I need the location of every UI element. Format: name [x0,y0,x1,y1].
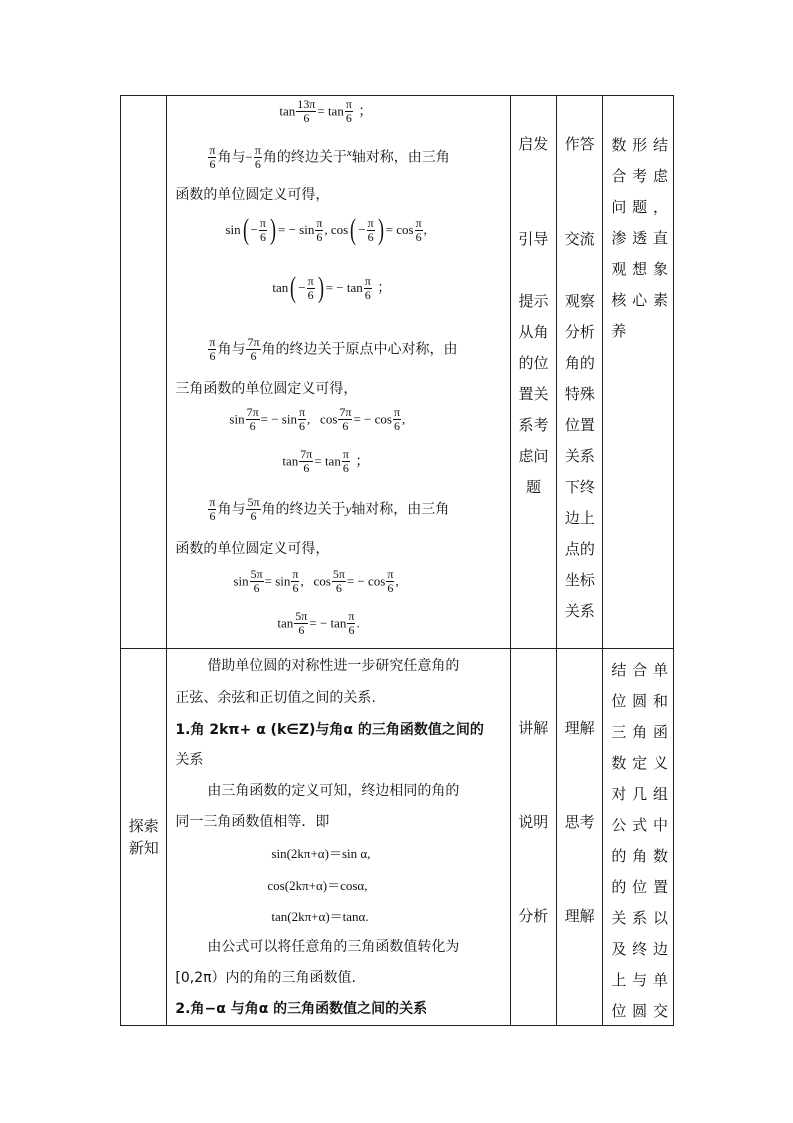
text-line: 函数的单位圆定义可得， [175,187,330,203]
text-line: [0,2π）内的角的三角函数值. [175,970,357,986]
stage-cell-empty [121,96,167,649]
design-intent-cell [603,649,674,1026]
formula-sin-cos-5pi: sin $\frac{5\pi}{6}$ = sin $\frac{\pi}{6}$ , cos $\frac{5\pi}{6}$ = − cos $\frac{\pi}{6}$ , [233,567,399,595]
text-line: 由三角函数的定义可知，终边相同的角的 [207,783,460,799]
teacher-activity-cell [510,96,556,649]
formula-sin-cos-neg: sin( − $\frac{\pi}{6}$ ) = − sin $\frac{\pi}{6}$ , cos( − $\frac{\pi}{6}$ ) = cos $\frac{\pi}{6}$ , [225,213,427,246]
text-line: 函数的单位圆定义可得， [175,541,330,557]
content-cell [167,96,510,649]
text-line: 借助单位圆的对称性进一步研究任意角的 [207,658,460,674]
formula-tan-neg: tan( − $\frac{\pi}{6}$ ) = − tan $\frac{\pi}{6}$ ； [272,271,392,304]
teacher-activity: 讲解 [518,719,549,737]
formula: cos(2kπ+α)＝cosα, [267,878,368,893]
formula-tan-13pi: tan $\frac{13\pi}{6}$ = tan $\frac{\pi}{6}$ ； [279,97,373,125]
teacher-activity: 提示从角的位置关系考虑问题 [518,292,549,496]
text-line: 正弦、余弦和正切值之间的关系. [175,690,376,706]
text-line: $\frac{\pi}{6}$ 角与 $\frac{7\pi}{6}$ 角的终边关于原点中心对称，由 [209,335,458,363]
formula: sin(2kπ+α)＝sin α, [271,846,371,861]
formula-sin-cos-7pi: sin $\frac{7\pi}{6}$ = − sin $\frac{\pi}{6}$ , cos $\frac{7\pi}{6}$ = − cos $\frac{\pi}{6}$ , [229,405,406,433]
text-line: $\frac{\pi}{6}$ 角与− $\frac{\pi}{6}$ 角的终边关于$^x$轴对称，由三角 [209,143,450,171]
student-activity: 观察分析角的特殊位置关系下终边上点的坐标关系 [564,292,595,620]
design-intent-cell [603,96,674,649]
teacher-activity-cell [510,649,556,1026]
text-line: $\frac{\pi}{6}$ 角与 $\frac{5\pi}{6}$ 角的终边关于y轴对称，由三角 [209,495,450,523]
student-activity: 理解 [564,719,595,737]
student-activity-cell [556,649,602,1026]
section-heading: 2.角−α 与角α 的三角函数值之间的关系 [175,1001,428,1017]
student-activity-cell [556,96,602,649]
teacher-activity: 启发 [518,135,549,153]
teacher-activity: 引导 [518,230,549,248]
text-line: 三角函数的单位圆定义可得， [175,381,358,397]
design-intent: 结合单位圆和三角函数定义对几组公式中的角数的位置关系以及终边上与单位圆交 [611,661,669,1020]
teacher-activity: 分析 [518,907,549,925]
formula-tan-7pi: tan $\frac{7\pi}{6}$ = tan $\frac{\pi}{6}$ ； [282,447,370,475]
teacher-activity: 说明 [518,813,549,831]
formula: tan(2kπ+α)＝tanα. [271,909,369,924]
section-heading: 1.角 2kπ+ α (k∈Z)与角α 的三角函数值之间的 [175,722,484,738]
lesson-plan-table [120,95,674,1026]
stage-cell: 探索新知 [121,649,167,1026]
table-row [121,649,674,1026]
text-line: 同一三角函数值相等．即 [175,814,330,830]
student-activity: 思考 [564,813,595,831]
student-activity: 作答 [564,135,595,153]
student-activity: 理解 [564,907,595,925]
content-cell [167,649,510,1026]
student-activity: 交流 [564,230,595,248]
design-intent: 数形结合考虑问题，渗透直观想象核心素养 [611,136,669,340]
text-line: 关系 [175,752,204,768]
text-line: 由公式可以将任意角的三角函数值转化为 [207,939,460,955]
formula-tan-5pi: tan $\frac{5\pi}{6}$ = − tan $\frac{\pi}{6}$ . [277,609,360,637]
table-row [121,96,674,649]
